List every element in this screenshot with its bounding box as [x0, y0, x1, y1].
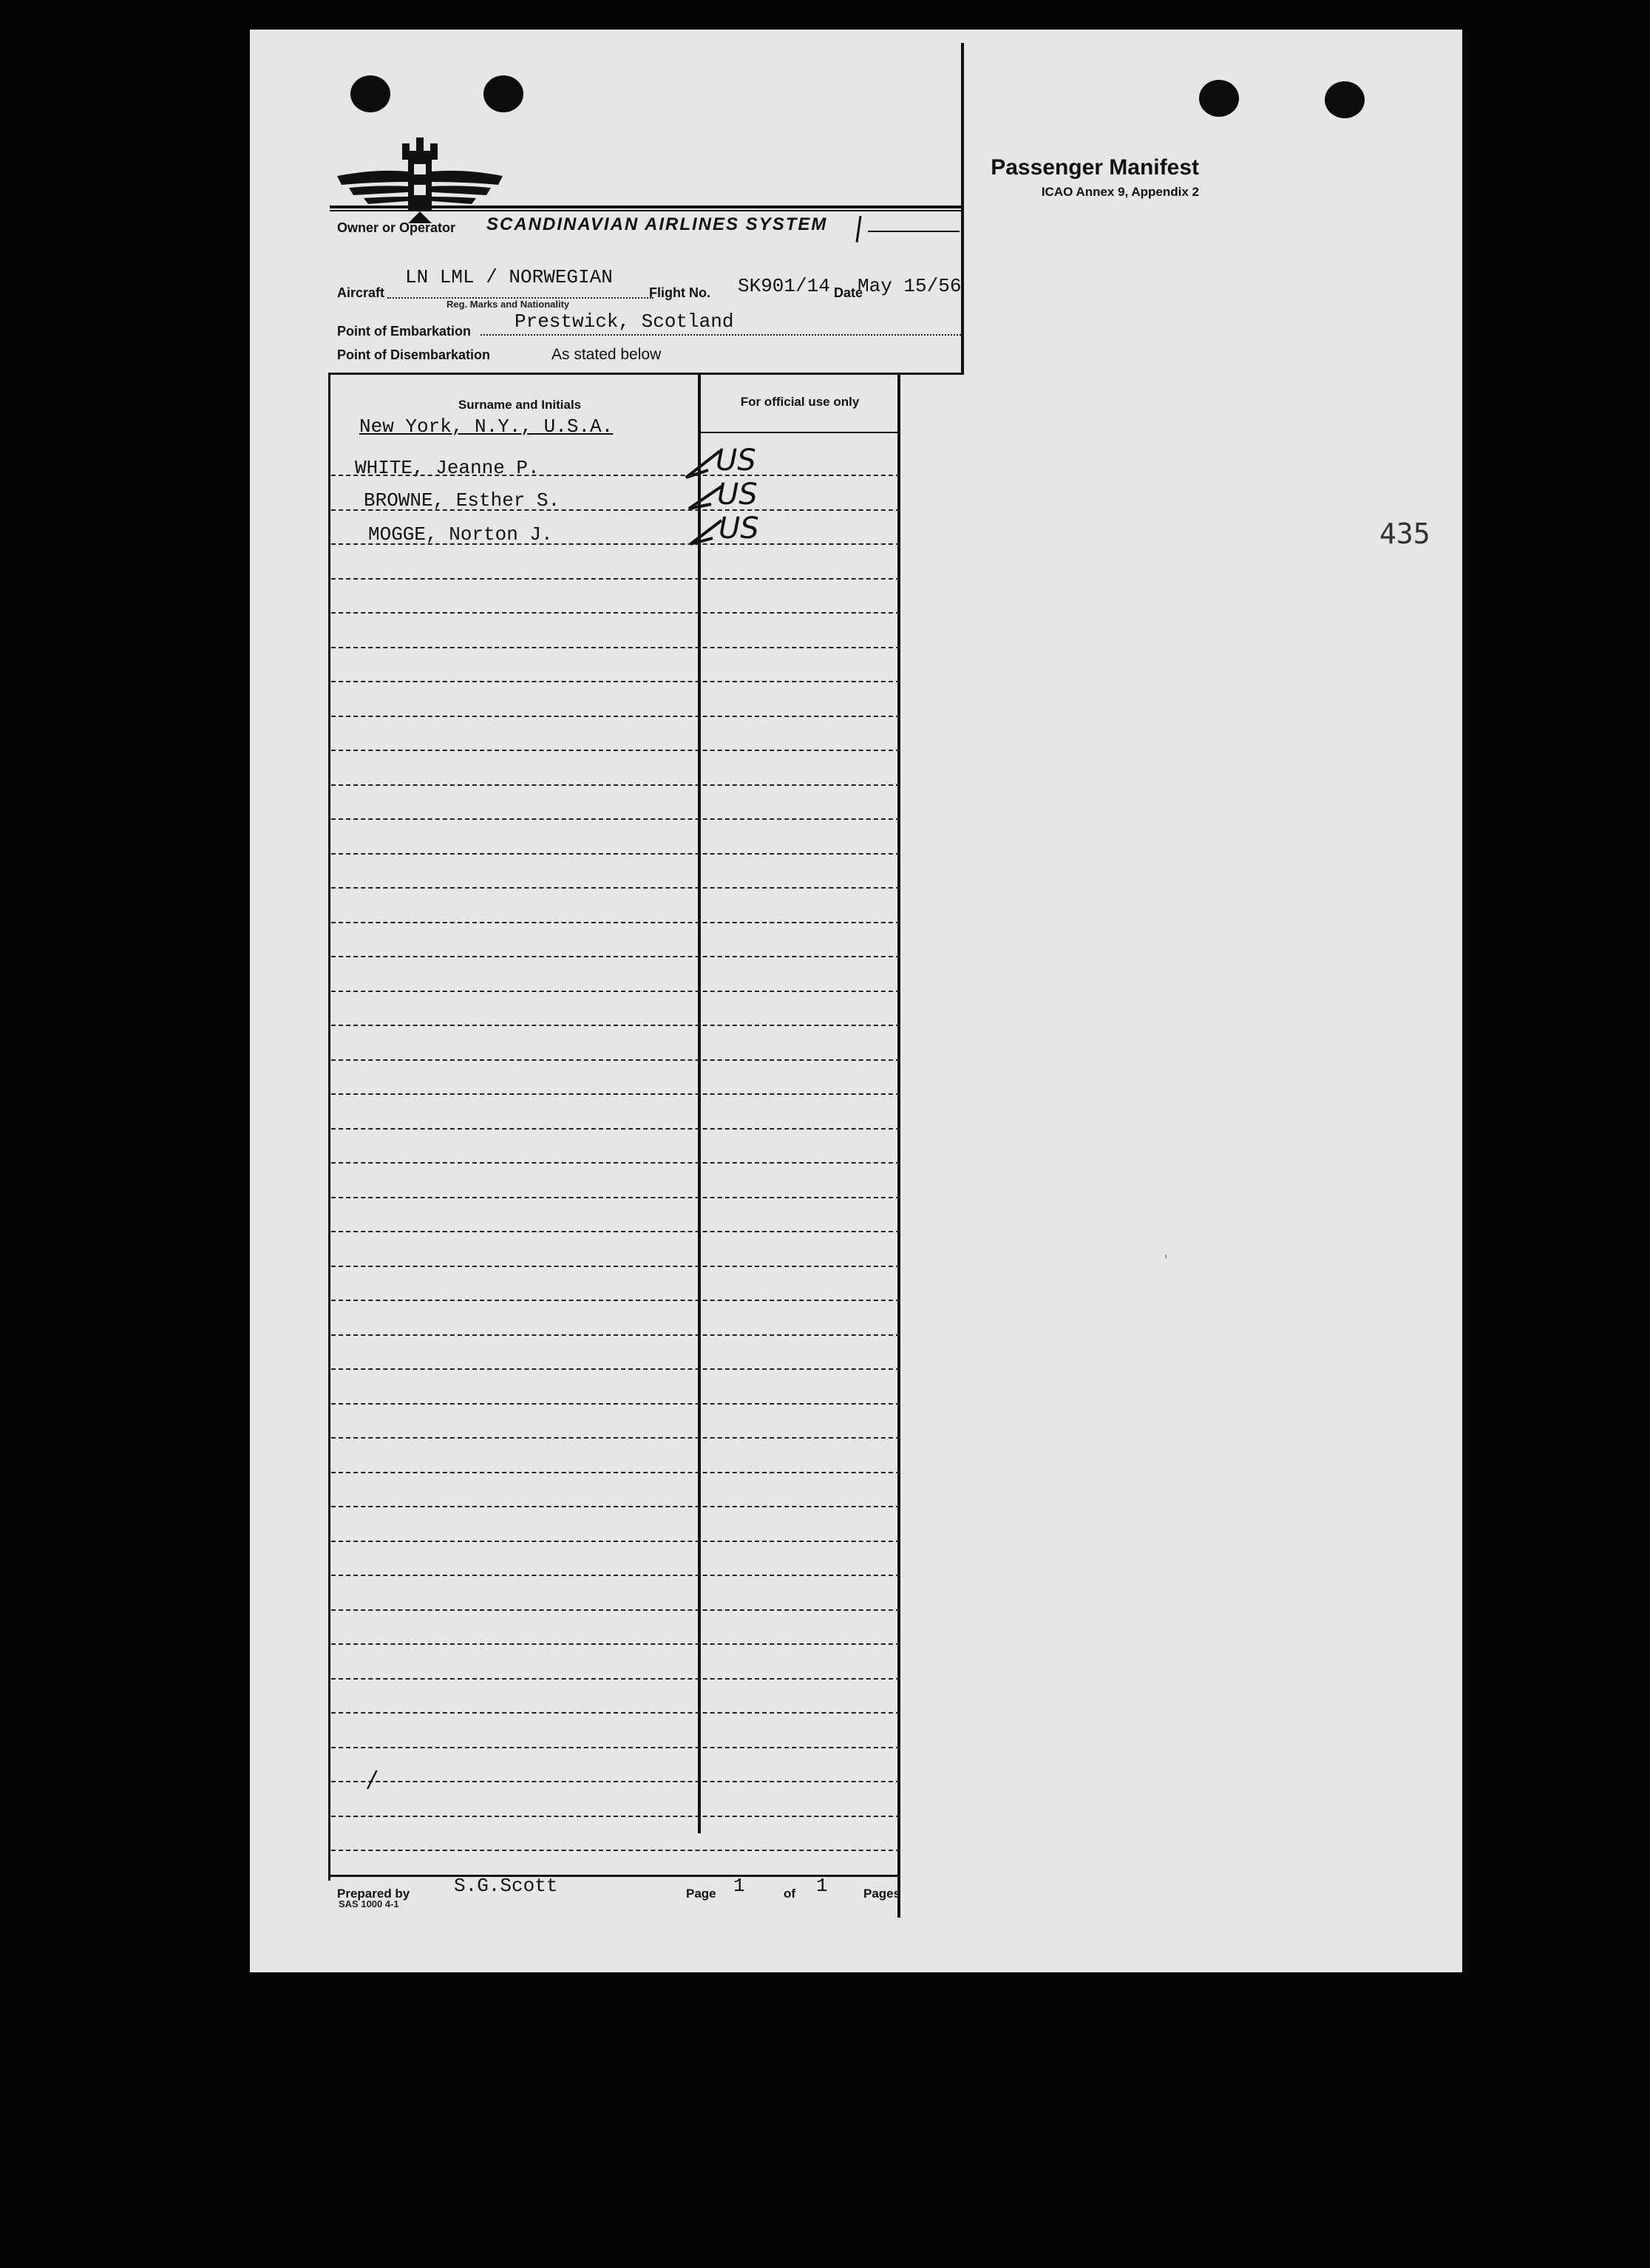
- check-slash-marks: [679, 448, 738, 551]
- header-second-rule: [330, 210, 964, 211]
- manifest-row-line: [331, 1712, 900, 1714]
- manifest-row-line: [331, 1575, 900, 1576]
- form-subtitle: ICAO Annex 9, Appendix 2: [1041, 185, 1199, 199]
- official-use-column-header: For official use only: [740, 395, 860, 409]
- passenger-name: BROWNE, Esther S.: [364, 489, 560, 512]
- manifest-row-line: [331, 887, 900, 889]
- manifest-row-line: [331, 1609, 900, 1611]
- punch-hole: [1325, 81, 1365, 118]
- prepared-by-value: S.G.Scott: [454, 1875, 558, 1897]
- aircraft-value: LN LML / NORWEGIAN: [405, 266, 613, 288]
- manifest-row-line: [331, 647, 900, 648]
- embarkation-label: Point of Embarkation: [337, 324, 472, 339]
- table-right-border: [897, 373, 900, 1918]
- manifest-row-line: [331, 1162, 900, 1164]
- page-label: Page: [686, 1887, 716, 1901]
- manifest-row-line: [331, 612, 900, 614]
- reg-marks-label: Reg. Marks and Nationality: [447, 299, 570, 310]
- manifest-row-line: [331, 1437, 900, 1439]
- owner-value: SCANDINAVIAN AIRLINES SYSTEM: [486, 214, 828, 234]
- date-value: May 15/56: [858, 275, 962, 297]
- table-left-border: [328, 373, 330, 1881]
- stray-speck: ,: [1164, 1242, 1169, 1260]
- manifest-row-line: [331, 1643, 900, 1645]
- manifest-row-line: [331, 1266, 900, 1267]
- manifest-row-line: [331, 681, 900, 682]
- manifest-row-line: [331, 509, 900, 511]
- manifest-row-line: [331, 1506, 900, 1507]
- punch-hole: [483, 75, 523, 112]
- disembarkation-value: As stated below: [551, 346, 662, 363]
- manifest-row-line: [331, 1128, 900, 1130]
- manifest-row-line: [331, 1781, 900, 1782]
- manifest-row-line: [331, 1059, 900, 1061]
- manifest-row-line: [331, 853, 900, 855]
- flight-value: SK901/14: [738, 275, 830, 297]
- punch-hole: [350, 75, 390, 112]
- embarkation-value: Prestwick, Scotland: [515, 310, 734, 333]
- manifest-row-line: [331, 716, 900, 717]
- manifest-row-line: [331, 1472, 900, 1473]
- header-bottom-rule: [330, 373, 964, 375]
- passenger-name: WHITE, Jeanne P.: [355, 457, 540, 479]
- owner-label: Owner or Operator: [337, 220, 456, 235]
- official-header-rule: [701, 432, 897, 433]
- of-label: of: [784, 1887, 796, 1901]
- page-value: 1: [733, 1875, 745, 1897]
- embarkation-field-line: [481, 334, 961, 336]
- manifest-row-line: [331, 1368, 900, 1370]
- manifest-row-line: [331, 1541, 900, 1542]
- manifest-row-line: [331, 1334, 900, 1336]
- manifest-row-line: [331, 1747, 900, 1748]
- nationality-mark: US: [717, 478, 758, 512]
- passenger-name: MOGGE, Norton J.: [368, 523, 553, 546]
- manifest-row-line: [331, 1093, 900, 1095]
- manifest-row-line: [331, 1403, 900, 1405]
- nationality-mark: US: [719, 512, 759, 546]
- of-value: 1: [816, 1875, 828, 1897]
- margin-page-number: 435: [1379, 517, 1430, 550]
- disembarkation-label: Point of Disembarkation: [337, 347, 491, 362]
- manifest-row-line: [331, 956, 900, 957]
- flight-label: Flight No.: [649, 285, 710, 300]
- manifest-sheet: [250, 30, 1462, 1972]
- manifest-row-line: [331, 784, 900, 786]
- destination-value: New York, N.Y., U.S.A.: [359, 415, 614, 438]
- aircraft-label: Aircraft: [337, 285, 385, 300]
- owner-field-line: [868, 231, 960, 232]
- owner-field-mark: [856, 216, 862, 242]
- surname-column-header: Surname and Initials: [458, 398, 582, 412]
- footer-rule: [328, 1875, 900, 1877]
- prepared-by-label: Prepared by: [337, 1887, 410, 1901]
- manifest-row-line: [331, 991, 900, 992]
- punch-hole: [1199, 80, 1239, 117]
- manifest-row-line: [331, 578, 900, 580]
- table-column-divider: [698, 373, 701, 1833]
- nationality-mark: US: [716, 444, 756, 478]
- manifest-row-line: [331, 1197, 900, 1198]
- manifest-row-line: [331, 1231, 900, 1232]
- form-title: Passenger Manifest: [991, 155, 1199, 180]
- manifest-row-line: [331, 543, 900, 545]
- manifest-row-line: [331, 818, 900, 820]
- pages-label: Pages: [863, 1887, 901, 1901]
- stray-pen-mark: /: [368, 1767, 376, 1793]
- manifest-row-line: [331, 922, 900, 923]
- date-label: Date: [834, 285, 863, 300]
- manifest-row-line: [331, 475, 900, 476]
- manifest-row-line: [331, 1678, 900, 1680]
- manifest-row-line: [331, 1300, 900, 1301]
- manifest-row-line: [331, 750, 900, 751]
- manifest-row-line: [331, 1850, 900, 1851]
- form-number: SAS 1000 4-1: [339, 1898, 399, 1909]
- manifest-row-line: [331, 1025, 900, 1026]
- header-top-rule: [330, 206, 964, 208]
- manifest-row-line: [331, 1816, 900, 1817]
